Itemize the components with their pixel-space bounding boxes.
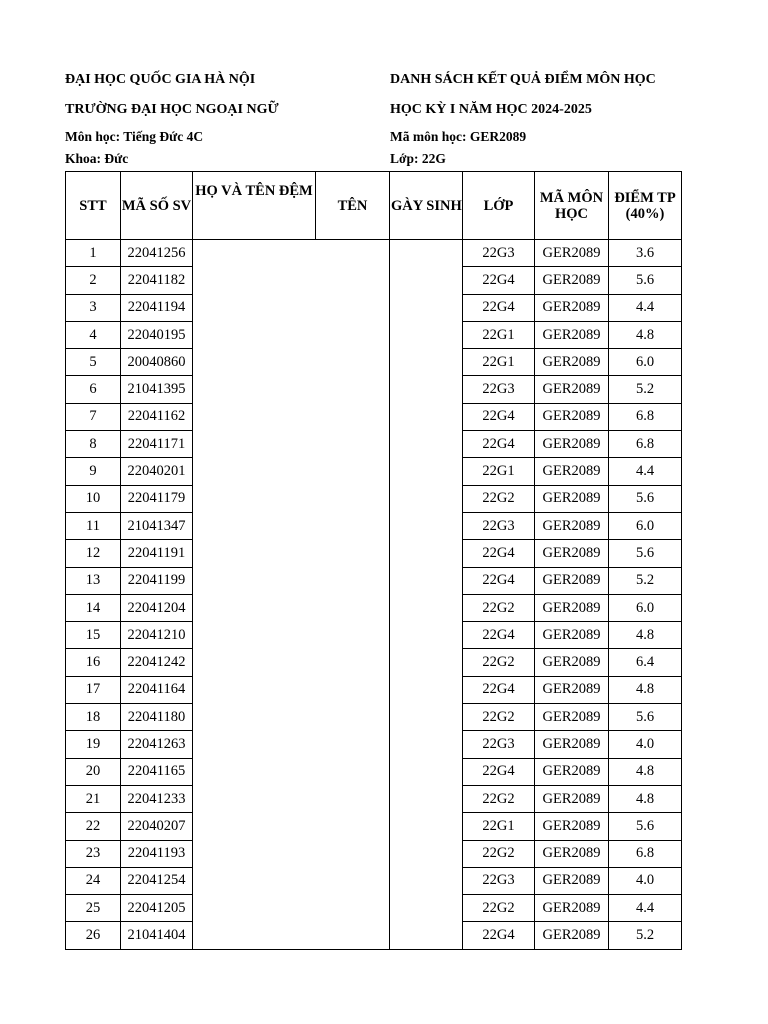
score-cell: 5.6: [609, 485, 682, 512]
student-id-cell: 22041193: [121, 840, 193, 867]
stt-cell: 19: [66, 731, 121, 758]
class-cell: 22G2: [463, 840, 535, 867]
grades-table: [65, 171, 682, 950]
university-name: ĐẠI HỌC QUỐC GIA HÀ NỘI: [65, 72, 256, 87]
dob-cell: [390, 267, 463, 294]
student-id-cell: 22041199: [121, 567, 193, 594]
course-code-cell: GER2089: [535, 758, 609, 785]
score-cell: 4.4: [609, 895, 682, 922]
table-row: [66, 895, 682, 922]
class-cell: 22G2: [463, 649, 535, 676]
dob-cell: [390, 403, 463, 430]
dob-cell: [390, 867, 463, 894]
table-row: [66, 676, 682, 703]
score-cell: 4.4: [609, 294, 682, 321]
student-id-cell: 20040860: [121, 349, 193, 376]
class-cell: 22G2: [463, 594, 535, 621]
class-cell: 22G4: [463, 622, 535, 649]
class-cell: 22G4: [463, 267, 535, 294]
stt-cell: 9: [66, 458, 121, 485]
table-row: [66, 622, 682, 649]
given-name-cell: [316, 485, 390, 512]
course-code-cell: GER2089: [535, 895, 609, 922]
table-row: [66, 813, 682, 840]
class-cell: 22G3: [463, 867, 535, 894]
class-cell: 22G2: [463, 785, 535, 812]
stt-cell: 12: [66, 540, 121, 567]
class-cell: 22G3: [463, 240, 535, 267]
dob-cell: [390, 758, 463, 785]
student-id-cell: 22040195: [121, 321, 193, 348]
given-name-cell: [316, 622, 390, 649]
dob-cell: [390, 922, 463, 949]
dob-cell: [390, 594, 463, 621]
dob-cell: [390, 649, 463, 676]
surname-cell: [193, 512, 316, 539]
given-name-cell: [316, 240, 390, 267]
surname-cell: [193, 622, 316, 649]
stt-cell: 17: [66, 676, 121, 703]
faculty-label: Khoa: Đức: [65, 151, 129, 166]
class-cell: 22G1: [463, 349, 535, 376]
score-cell: 5.6: [609, 704, 682, 731]
course-code-cell: GER2089: [535, 649, 609, 676]
class-cell: 22G3: [463, 512, 535, 539]
stt-cell: 3: [66, 294, 121, 321]
column-header-surname: HỌ VÀ TÊN ĐỆM: [193, 172, 316, 240]
course-code-cell: GER2089: [535, 431, 609, 458]
surname-cell: [193, 840, 316, 867]
surname-cell: [193, 349, 316, 376]
class-cell: 22G4: [463, 403, 535, 430]
table-row: [66, 731, 682, 758]
semester-label: HỌC KỲ I NĂM HỌC 2024-2025: [390, 102, 592, 117]
dob-cell: [390, 458, 463, 485]
dob-cell: [390, 540, 463, 567]
stt-cell: 2: [66, 267, 121, 294]
stt-cell: 15: [66, 622, 121, 649]
class-cell: 22G3: [463, 376, 535, 403]
class-cell: 22G4: [463, 922, 535, 949]
student-id-cell: 21041395: [121, 376, 193, 403]
dob-cell: [390, 840, 463, 867]
surname-cell: [193, 240, 316, 267]
dob-cell: [390, 321, 463, 348]
score-cell: 5.2: [609, 376, 682, 403]
table-row: [66, 758, 682, 785]
given-name-cell: [316, 594, 390, 621]
stt-cell: 14: [66, 594, 121, 621]
given-name-cell: [316, 895, 390, 922]
dob-cell: [390, 376, 463, 403]
student-id-cell: 22041256: [121, 240, 193, 267]
surname-cell: [193, 294, 316, 321]
student-id-cell: 21041347: [121, 512, 193, 539]
surname-cell: [193, 540, 316, 567]
student-id-cell: 22041254: [121, 867, 193, 894]
school-name: TRƯỜNG ĐẠI HỌC NGOẠI NGỮ: [65, 102, 279, 117]
table-row: [66, 867, 682, 894]
student-id-cell: 22041263: [121, 731, 193, 758]
stt-cell: 26: [66, 922, 121, 949]
student-id-cell: 22041179: [121, 485, 193, 512]
surname-cell: [193, 567, 316, 594]
given-name-cell: [316, 567, 390, 594]
course-code-cell: GER2089: [535, 813, 609, 840]
course-code-cell: GER2089: [535, 540, 609, 567]
given-name-cell: [316, 403, 390, 430]
course-code-cell: GER2089: [535, 840, 609, 867]
student-id-cell: 22041205: [121, 895, 193, 922]
dob-cell: [390, 240, 463, 267]
surname-cell: [193, 895, 316, 922]
score-cell: 3.6: [609, 240, 682, 267]
surname-cell: [193, 485, 316, 512]
score-cell: 6.4: [609, 649, 682, 676]
score-cell: 6.8: [609, 840, 682, 867]
surname-cell: [193, 594, 316, 621]
stt-cell: 1: [66, 240, 121, 267]
surname-cell: [193, 731, 316, 758]
given-name-cell: [316, 813, 390, 840]
score-cell: 5.6: [609, 813, 682, 840]
surname-cell: [193, 431, 316, 458]
course-code-cell: GER2089: [535, 458, 609, 485]
score-cell: 6.0: [609, 512, 682, 539]
table-row: [66, 431, 682, 458]
student-id-cell: 22041171: [121, 431, 193, 458]
table-row: [66, 267, 682, 294]
stt-cell: 21: [66, 785, 121, 812]
surname-cell: [193, 785, 316, 812]
table-row: [66, 294, 682, 321]
score-cell: 6.8: [609, 403, 682, 430]
stt-cell: 22: [66, 813, 121, 840]
stt-cell: 18: [66, 704, 121, 731]
stt-cell: 5: [66, 349, 121, 376]
dob-cell: [390, 431, 463, 458]
dob-cell: [390, 895, 463, 922]
table-row: [66, 376, 682, 403]
dob-cell: [390, 485, 463, 512]
stt-cell: 7: [66, 403, 121, 430]
score-cell: 5.6: [609, 540, 682, 567]
table-header-row: [66, 172, 682, 240]
student-id-cell: 22040201: [121, 458, 193, 485]
course-code-cell: GER2089: [535, 922, 609, 949]
course-code-cell: GER2089: [535, 321, 609, 348]
surname-cell: [193, 676, 316, 703]
given-name-cell: [316, 321, 390, 348]
dob-cell: [390, 294, 463, 321]
stt-cell: 23: [66, 840, 121, 867]
given-name-cell: [316, 376, 390, 403]
given-name-cell: [316, 649, 390, 676]
class-cell: 22G4: [463, 540, 535, 567]
column-header-given-name: TÊN: [316, 172, 390, 240]
score-cell: 4.8: [609, 321, 682, 348]
given-name-cell: [316, 458, 390, 485]
table-row: [66, 704, 682, 731]
stt-cell: 16: [66, 649, 121, 676]
surname-cell: [193, 758, 316, 785]
given-name-cell: [316, 758, 390, 785]
document-title: DANH SÁCH KẾT QUẢ ĐIỂM MÔN HỌC: [390, 72, 656, 87]
student-id-cell: 22041182: [121, 267, 193, 294]
given-name-cell: [316, 294, 390, 321]
score-cell: 5.2: [609, 567, 682, 594]
course-code-cell: GER2089: [535, 785, 609, 812]
course-code-cell: GER2089: [535, 867, 609, 894]
score-cell: 6.8: [609, 431, 682, 458]
student-id-cell: 22041194: [121, 294, 193, 321]
column-header-course-code: MÃ MÔN HỌC: [535, 172, 609, 240]
given-name-cell: [316, 840, 390, 867]
course-code-label: Mã môn học: GER2089: [390, 129, 527, 144]
course-code-cell: GER2089: [535, 704, 609, 731]
student-id-cell: 22040207: [121, 813, 193, 840]
course-code-cell: GER2089: [535, 267, 609, 294]
surname-cell: [193, 458, 316, 485]
score-cell: 4.8: [609, 676, 682, 703]
table-row: [66, 567, 682, 594]
course-code-cell: GER2089: [535, 240, 609, 267]
dob-cell: [390, 349, 463, 376]
table-row: [66, 785, 682, 812]
student-id-cell: 22041165: [121, 758, 193, 785]
class-cell: 22G2: [463, 704, 535, 731]
table-row: [66, 840, 682, 867]
stt-cell: 24: [66, 867, 121, 894]
table-body: [66, 240, 682, 950]
dob-cell: [390, 622, 463, 649]
course-code-cell: GER2089: [535, 676, 609, 703]
course-code-cell: GER2089: [535, 376, 609, 403]
student-id-cell: 22041162: [121, 403, 193, 430]
column-header-stt: STT: [66, 172, 121, 240]
score-cell: 4.4: [609, 458, 682, 485]
table-row: [66, 540, 682, 567]
class-cell: 22G4: [463, 431, 535, 458]
given-name-cell: [316, 267, 390, 294]
dob-cell: [390, 731, 463, 758]
course-code-cell: GER2089: [535, 594, 609, 621]
table-row: [66, 922, 682, 949]
class-cell: 22G1: [463, 813, 535, 840]
course-code-cell: GER2089: [535, 512, 609, 539]
subject-label: Môn học: Tiếng Đức 4C: [65, 129, 204, 144]
column-header-score: ĐIỂM TP (40%): [609, 172, 682, 240]
stt-cell: 4: [66, 321, 121, 348]
score-cell: 4.8: [609, 758, 682, 785]
stt-cell: 13: [66, 567, 121, 594]
class-cell: 22G3: [463, 731, 535, 758]
dob-cell: [390, 512, 463, 539]
class-cell: 22G4: [463, 758, 535, 785]
score-cell: 4.0: [609, 867, 682, 894]
course-code-cell: GER2089: [535, 349, 609, 376]
surname-cell: [193, 376, 316, 403]
class-cell: 22G1: [463, 321, 535, 348]
given-name-cell: [316, 731, 390, 758]
stt-cell: 20: [66, 758, 121, 785]
surname-cell: [193, 813, 316, 840]
given-name-cell: [316, 704, 390, 731]
surname-cell: [193, 867, 316, 894]
class-cell: 22G4: [463, 567, 535, 594]
dob-cell: [390, 567, 463, 594]
score-cell: 5.2: [609, 922, 682, 949]
course-code-cell: GER2089: [535, 731, 609, 758]
score-cell: 4.8: [609, 622, 682, 649]
stt-cell: 11: [66, 512, 121, 539]
table-row: [66, 594, 682, 621]
score-cell: 6.0: [609, 594, 682, 621]
student-id-cell: 22041180: [121, 704, 193, 731]
course-code-cell: GER2089: [535, 403, 609, 430]
column-header-class: LỚP: [463, 172, 535, 240]
stt-cell: 6: [66, 376, 121, 403]
table-row: [66, 512, 682, 539]
class-cell: 22G2: [463, 485, 535, 512]
score-cell: 4.0: [609, 731, 682, 758]
dob-cell: [390, 676, 463, 703]
dob-cell: [390, 813, 463, 840]
course-code-cell: GER2089: [535, 567, 609, 594]
table-row: [66, 485, 682, 512]
dob-cell: [390, 785, 463, 812]
student-id-cell: 22041164: [121, 676, 193, 703]
course-code-cell: GER2089: [535, 485, 609, 512]
column-header-dob: GÀY SINH: [390, 172, 463, 240]
course-code-cell: GER2089: [535, 622, 609, 649]
column-header-student-id: MÃ SỐ SV: [121, 172, 193, 240]
student-id-cell: 21041404: [121, 922, 193, 949]
table-row: [66, 458, 682, 485]
class-cell: 22G2: [463, 895, 535, 922]
stt-cell: 8: [66, 431, 121, 458]
student-id-cell: 22041242: [121, 649, 193, 676]
given-name-cell: [316, 922, 390, 949]
score-cell: 4.8: [609, 785, 682, 812]
given-name-cell: [316, 349, 390, 376]
given-name-cell: [316, 540, 390, 567]
student-id-cell: 22041210: [121, 622, 193, 649]
surname-cell: [193, 704, 316, 731]
given-name-cell: [316, 867, 390, 894]
surname-cell: [193, 403, 316, 430]
table-row: [66, 349, 682, 376]
given-name-cell: [316, 785, 390, 812]
surname-cell: [193, 649, 316, 676]
given-name-cell: [316, 512, 390, 539]
surname-cell: [193, 922, 316, 949]
surname-cell: [193, 321, 316, 348]
table-row: [66, 403, 682, 430]
class-cell: 22G1: [463, 458, 535, 485]
student-id-cell: 22041233: [121, 785, 193, 812]
student-id-cell: 22041204: [121, 594, 193, 621]
table-row: [66, 321, 682, 348]
score-cell: 5.6: [609, 267, 682, 294]
table-row: [66, 240, 682, 267]
score-cell: 6.0: [609, 349, 682, 376]
surname-cell: [193, 267, 316, 294]
class-cell: 22G4: [463, 294, 535, 321]
class-cell: 22G4: [463, 676, 535, 703]
course-code-cell: GER2089: [535, 294, 609, 321]
dob-cell: [390, 704, 463, 731]
table-row: [66, 649, 682, 676]
given-name-cell: [316, 676, 390, 703]
stt-cell: 10: [66, 485, 121, 512]
student-id-cell: 22041191: [121, 540, 193, 567]
given-name-cell: [316, 431, 390, 458]
stt-cell: 25: [66, 895, 121, 922]
class-label: Lớp: 22G: [390, 151, 446, 166]
